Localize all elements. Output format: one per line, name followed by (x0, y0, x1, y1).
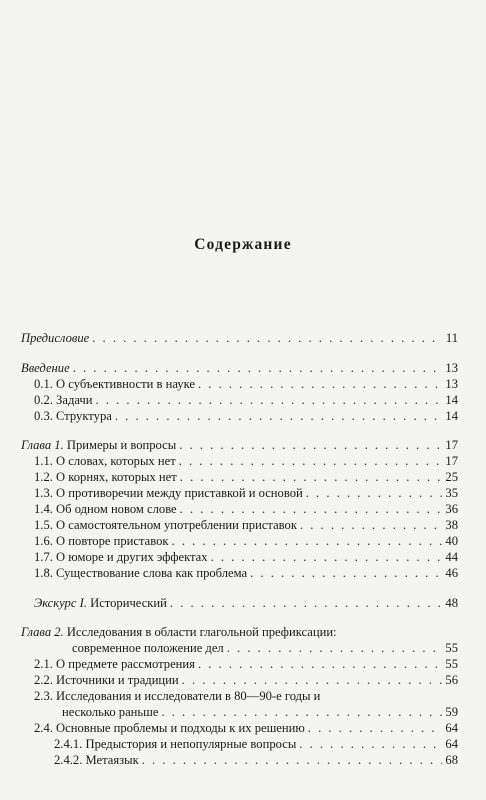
toc-page-number: 14 (445, 409, 458, 423)
toc-entry-label: 1.8. Существование слова как проблема (34, 566, 248, 580)
toc-entry-label: 1.6. О повторе приставок (34, 534, 169, 548)
toc-entry-label: 1.3. О противоречии между приставкой и основой (34, 486, 303, 500)
dot-leader (170, 595, 443, 611)
toc-page-number: 46 (445, 566, 458, 580)
toc-entry-1-5[interactable] (34, 517, 458, 533)
toc-page-number: 17 (445, 438, 458, 452)
toc-page-number: 13 (445, 361, 458, 375)
toc-entry-0-3[interactable] (34, 408, 458, 424)
toc-entry-label: Предисловие (21, 331, 90, 345)
toc-entry-label: 1.4. Об одном новом слове (34, 502, 177, 516)
dot-leader (308, 720, 443, 736)
toc-page-number: 38 (445, 518, 458, 532)
toc-entry-label: 0.3. Структура (34, 409, 112, 423)
page-title: Содержание (194, 236, 292, 253)
toc-entry-2-3[interactable] (34, 688, 320, 704)
toc-entry-1-6[interactable] (34, 533, 458, 549)
toc-page-number: 11 (445, 331, 458, 345)
toc-entry-2-4[interactable] (34, 720, 458, 736)
dot-leader (198, 656, 442, 672)
toc-entry-intro[interactable] (21, 360, 458, 376)
dot-leader (180, 501, 443, 517)
toc-entry-1-2[interactable] (34, 469, 458, 485)
dot-leader (161, 704, 442, 720)
toc-entry-1-3[interactable] (34, 485, 458, 501)
dot-leader (211, 549, 443, 565)
dot-leader (182, 672, 443, 688)
dot-leader (300, 517, 442, 533)
toc-page-number: 56 (445, 673, 458, 687)
toc-page-number: 25 (445, 470, 458, 484)
dot-leader (250, 565, 442, 581)
toc-entry-chapter-2-cont[interactable] (72, 640, 458, 656)
toc-page-number: 35 (445, 486, 458, 500)
dot-leader (227, 640, 443, 656)
dot-leader (142, 752, 443, 768)
toc-entry-label: современное положение дел (72, 641, 224, 655)
toc-entry-chapter-2[interactable]: Глава 2. Исследования в области глагольной префиксации: (21, 625, 337, 639)
toc-entry-label: 2.4.2. Метаязык (54, 753, 139, 767)
toc-page-number: 55 (445, 657, 458, 671)
toc-entry-label: 2.3. Исследования и исследователи в 80—90-е годы и (34, 689, 321, 703)
toc-entry-excursus-1[interactable]: Экскурс I. Исторический . . . 48 (34, 595, 458, 611)
toc-entry-label: Введение (21, 361, 70, 375)
dot-leader (299, 736, 442, 752)
toc-entry-1-1[interactable] (34, 453, 458, 469)
toc-entry-preface[interactable] (21, 330, 458, 346)
toc-page-number: 17 (445, 454, 458, 468)
toc-entry-label: 1.2. О корнях, которых нет (34, 470, 177, 484)
toc-page-number: 55 (445, 641, 458, 655)
toc-page-number: 48 (445, 596, 458, 610)
dot-leader (180, 469, 443, 485)
toc-page-number: 68 (445, 753, 458, 767)
toc-entry-chapter-1[interactable]: Глава 1. Примеры и вопросы . . . 17 (21, 437, 458, 453)
toc-page-number: 59 (445, 705, 458, 719)
dot-leader (96, 392, 443, 408)
toc-page-number: 40 (445, 534, 458, 548)
toc-page-number: 64 (445, 721, 458, 735)
toc-page-number: 36 (445, 502, 458, 516)
toc-entry-0-1[interactable] (34, 376, 458, 392)
toc-page-number: 13 (445, 377, 458, 391)
toc-page-number: 44 (445, 550, 458, 564)
toc-page-number: 14 (445, 393, 458, 407)
toc-entry-label: 0.1. О субъективности в науке (34, 377, 195, 391)
dot-leader (306, 485, 443, 501)
toc-entry-2-4-1[interactable] (54, 736, 458, 752)
dot-leader (115, 408, 443, 424)
dot-leader (92, 330, 443, 346)
toc-entry-label: 2.4. Основные проблемы и подходы к их решению (34, 721, 305, 735)
dot-leader (179, 437, 442, 453)
toc-entry-label: Экскурс I. (34, 596, 87, 610)
toc-entry-1-7[interactable] (34, 549, 458, 565)
toc-entry-label: 1.7. О юморе и других эффектах (34, 550, 208, 564)
toc-entry-label: 1.5. О самостоятельном употреблении приставок (34, 518, 297, 532)
toc-entry-2-1[interactable] (34, 656, 458, 672)
toc-entry-2-4-2[interactable] (54, 752, 458, 768)
toc-entry-label: несколько раньше (62, 705, 159, 719)
dot-leader (73, 360, 443, 376)
toc-entry-2-3-cont[interactable] (62, 704, 458, 720)
toc-page-number: 64 (445, 737, 458, 751)
dot-leader (198, 376, 442, 392)
toc-entry-label: Глава 1. (21, 438, 64, 452)
toc-entry-1-8[interactable] (34, 565, 458, 581)
toc-entry-label: 2.4.1. Предыстория и непопулярные вопросы (54, 737, 297, 751)
toc-entry-1-4[interactable] (34, 501, 458, 517)
toc-entry-0-2[interactable] (34, 392, 458, 408)
toc-entry-label: 2.2. Источники и традиции (34, 673, 179, 687)
toc-entry-label: Глава 2. (21, 625, 64, 639)
toc-entry-label: 2.1. О предмете рассмотрения (34, 657, 195, 671)
dot-leader (179, 453, 443, 469)
toc-entry-label: 0.2. Задачи (34, 393, 93, 407)
toc-entry-2-2[interactable] (34, 672, 458, 688)
dot-leader (172, 533, 443, 549)
toc-entry-label: 1.1. О словах, которых нет (34, 454, 176, 468)
